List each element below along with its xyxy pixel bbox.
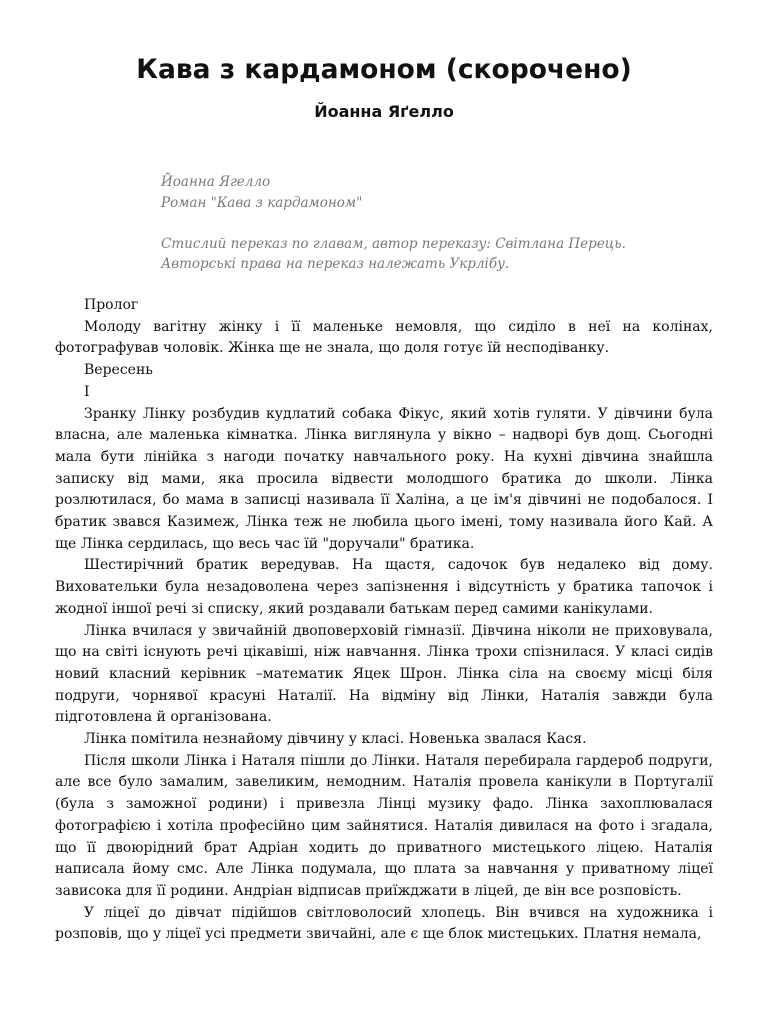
intro-novel-line: Роман "Кава з кардамоном" [161,194,363,211]
intro-copyright-line: Авторські права на переказ належать Укрлібу. [161,256,510,272]
body-paragraph: Зранку Лінку розбудив кудлатий собака Фікус, який хотів гуляти. У дівчини була власна, але маленька кімнатка. Лінка виглянула у вікно – надворі був дощ. Сьогодні мала бути лінійка з нагоди початку навчального року. На кухні дівчина знайшла записку від мами, яка просила відвести молодшого братика до школи. Лінка розлютилася, бо мама в записці називала її Халіна, а це ім'я дівчині не подобалося. І братик звався Казимеж, Лінка теж не любила цього імені, тому називала його Кай. А ще Лінка сердилась, що весь час їй "доручали" братика. [55,405,713,552]
body-paragraph: Лінка вчилася у звичайній двоповерховій гімназії. Дівчина ніколи не приховувала, що на світі існують речі цікавіші, ніж навчання. Лінка трохи спізнилася. У класі сидів новий класний керівник –математик Яцек Шрон. Лінка сіла на своєму місці біля подруги, чорнявої красуні Наталії. На відміну від Лінки, Наталія завжди була підготовлена й організована. [55,622,713,726]
body-paragraph: Лінка помітила незнайому дівчину у класі. Новенька звалася Кася. [84,731,587,748]
body-paragraph: У ліцеї до дівчат підійшов світловолосий хлопець. Він вчився на художника і розповів, що у ліцеї усі предмети звичайні, але є ще блок мистецьких. Платня немала, [55,904,713,943]
intro-spacer [161,213,721,234]
intro-block [161,172,721,275]
body-paragraph: Шестирічний братик вередував. На щастя, садочок був недалеко від дому. Виховательки була незадоволена через запізнення і відсутність у братика тапочок і жодної іншої речі зі списку, який роздавали батькам перед самими канікулами. [55,557,713,617]
section-heading-month: Вересень [84,362,153,379]
section-heading-prologue: Пролог [84,297,139,313]
document-title: Кава з кардамоном (скорочено) [136,54,632,85]
body-paragraph: Молоду вагітну жінку і її маленьке немовля, що сиділо в неї на колінах, фотографував чоловік. Жінка ще не знала, що доля готує їй несподіванку. [55,318,713,357]
intro-author-line: Йоанна Ягелло [161,174,271,190]
body-paragraph: Після школи Лінка і Наталя пішли до Лінки. Наталя перебирала гардероб подруги, але все було замалим, завеликим, немодним. Наталія провела канікули в Португалії (була з заможної родини) і привезла Лінці музику фадо. Лінка захоплювалася фотографією і хотіла професійно цим зайнятися. Наталія дивилася на фото і згадала, що її двоюрідний брат Адріан ходить до приватного мистецького ліцею. Наталія написала йому смс. Але Лінка подумала, що плата за навчання у приватному ліцеї зависока для її родини. Андріан відписав приїжджати в ліцей, де він все розповість. [55,752,713,899]
chapter-number: I [84,383,90,400]
document-body [55,295,713,946]
intro-summary-line: Стислий переказ по главам, автор переказу: Світлана Перець. [161,235,626,252]
document-author: Йоанна Яґелло [314,102,454,121]
